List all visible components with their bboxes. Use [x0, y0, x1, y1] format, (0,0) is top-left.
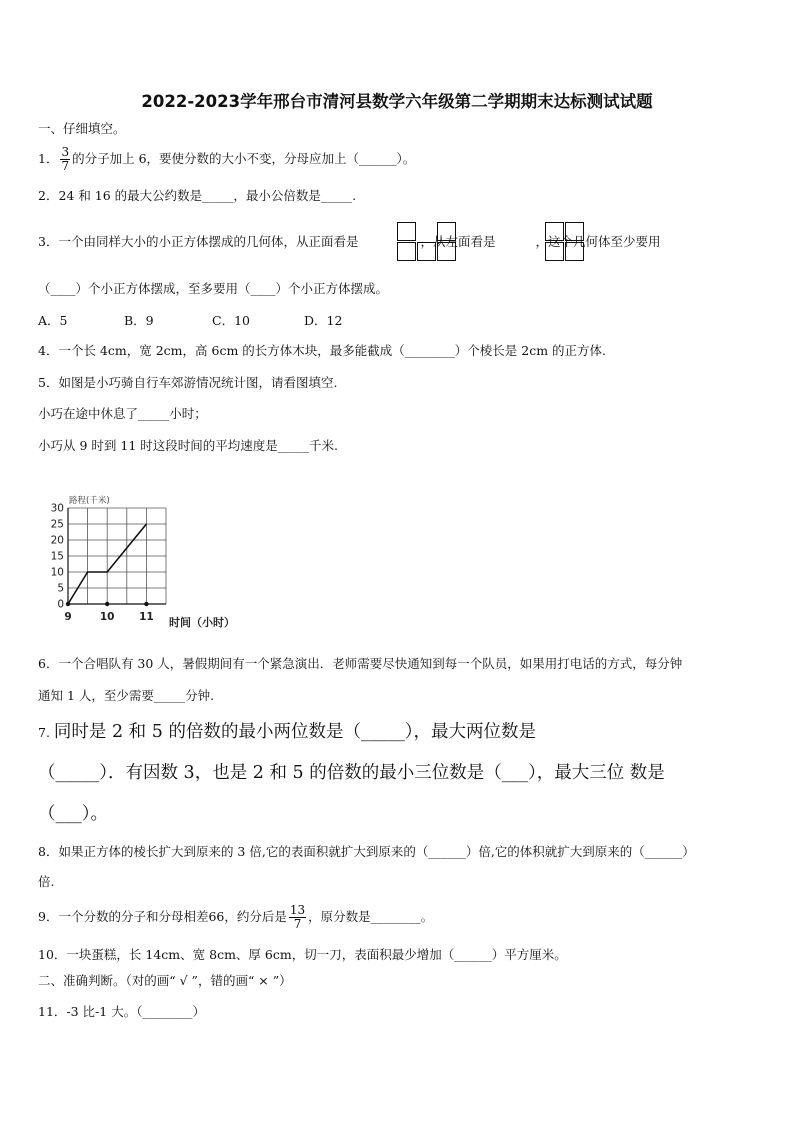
- y-tick-label: 0: [57, 598, 64, 611]
- question-8-line2: 倍.: [38, 874, 55, 889]
- question-5-line1: 小巧在途中休息了_____小时；: [38, 406, 207, 421]
- y-tick-label: 30: [50, 502, 64, 515]
- question-3-part3: ，这个几何体至少要用: [535, 234, 661, 249]
- section-heading-fill: 一、仔细填空。: [38, 121, 126, 136]
- x-tick-label: 11: [139, 611, 154, 623]
- fraction-13-7: $\frac{13}{7}$: [289, 903, 306, 931]
- option-d: D．12: [304, 313, 343, 328]
- question-5-line2: 小巧从 9 时到 11 时这段时间的平均速度是_____千米.: [38, 438, 338, 453]
- question-3-part1: 3．一个由同样大小的小正方体摆成的几何体，从正面看是: [38, 234, 359, 249]
- question-6-line2: 通知 1 人，至少需要_____分钟.: [38, 688, 215, 703]
- x-tick-label: 9: [64, 611, 72, 623]
- section-heading-judge: 二、准确判断。（对的画“ √ ”，错的画“ × ”）: [38, 973, 292, 988]
- y-axis-label: 路程(千米): [69, 496, 110, 506]
- option-a: A．5: [38, 313, 68, 328]
- question-3-part2: ，从左面看是: [420, 234, 496, 249]
- x-axis-label: 时间（小时）: [169, 616, 235, 629]
- y-tick-label: 10: [50, 566, 64, 579]
- chart-grid: [68, 508, 166, 604]
- question-5-intro: 5．如图是小巧骑自行车郊游情况统计图，请看图填空.: [38, 375, 338, 390]
- option-b: B．9: [124, 313, 154, 328]
- y-tick-label: 5: [57, 582, 64, 595]
- y-tick-labels: [51, 503, 64, 611]
- y-tick-label: 20: [50, 534, 64, 547]
- question-6-line1: 6．一个合唱队有 30 人，暑假期间有一个紧急演出．老师需要尽快通知到每一个队员，如果用打电话的方式，每分钟: [38, 656, 683, 671]
- question-2: 2．24 和 16 的最大公约数是_____，最小公倍数是_____.: [38, 188, 357, 203]
- question-8-line1: 8．如果正方体的棱长扩大到原来的 3 倍,它的表面积就扩大到原来的（______）倍,它的体积就扩大到原来的（______）: [38, 844, 695, 859]
- question-1: [38, 142, 415, 176]
- question-9: [38, 900, 433, 934]
- travel-line-chart: [38, 492, 253, 637]
- y-tick-label: 25: [50, 518, 64, 531]
- question-4: 4．一个长 4cm，宽 2cm，高 6cm 的长方体木块，最多能截成（________）个棱长是 2cm 的正方体.: [38, 343, 606, 358]
- question-7-line1: [38, 720, 536, 744]
- question-3-line2: （____）个小正方体摆成，至多要用（____）个小正方体摆成。: [38, 281, 389, 296]
- question-9-suffix: ，原分数是________。: [308, 909, 434, 924]
- question-1-text: 的分子加上 6，要使分数的大小不变，分母应加上（______）。: [72, 151, 416, 166]
- x-tick-label: 10: [99, 611, 115, 623]
- page-title: 2022-2023学年邢台市清河县数学六年级第二学期期末达标测试试题: [141, 92, 653, 111]
- question-7-line2: （_____）．有因数 3，也是 2 和 5 的倍数的最小三位数是（___），最大三位 数是: [38, 763, 665, 783]
- question-11: 11．-3 比-1 大。（________）: [38, 1004, 205, 1019]
- x-tick-dot: [105, 602, 109, 606]
- question-7-line3: （___）。: [38, 804, 108, 824]
- x-tick-dot: [144, 602, 148, 606]
- x-tick-dot: [66, 602, 70, 606]
- question-7-text1: 同时是 2 和 5 的倍数的最小两位数是（_____），最大两位数是: [53, 722, 536, 742]
- question-9-prefix: 9．一个分数的分子和分母相差66，约分后是: [38, 909, 287, 924]
- y-tick-label: 15: [50, 550, 64, 563]
- question-7-number: 7.: [38, 725, 50, 740]
- fraction-3-7: $\frac{3}{7}$: [61, 145, 70, 173]
- option-c: C．10: [212, 313, 250, 328]
- x-tick-labels: [64, 611, 153, 623]
- question-1-number: 1．: [38, 151, 59, 166]
- question-10: 10．一块蛋糕，长 14cm、宽 8cm、厚 6cm，切一刀，表面积最少增加（______）平方厘米。: [38, 947, 567, 962]
